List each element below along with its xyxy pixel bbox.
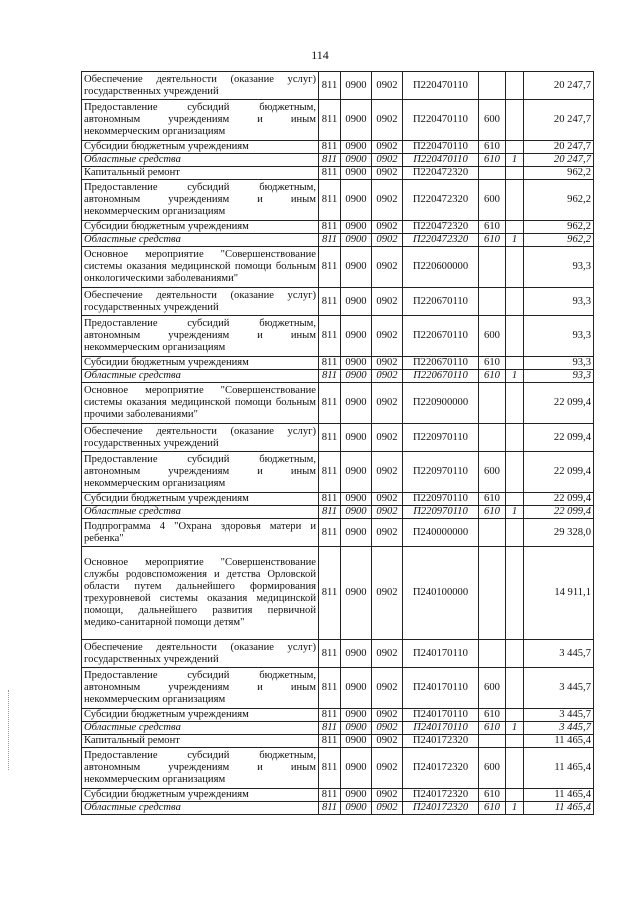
exp-code-cell	[506, 180, 524, 221]
table-row	[82, 357, 594, 370]
rz-code-cell: 0900	[341, 789, 372, 802]
table-row	[82, 668, 594, 709]
pr-code-cell: 0902	[372, 72, 403, 100]
pr-code-cell: 0902	[372, 247, 403, 288]
row-name-cell: Субсидии бюджетным учреждениям	[82, 493, 319, 506]
cs-code-cell: П220470110	[403, 100, 479, 141]
margin-mark	[8, 690, 10, 770]
rz-code-cell: 0900	[341, 100, 372, 141]
row-name-cell: Подпрограмма 4 "Охрана здоровья матери и ребенка"	[82, 519, 319, 547]
rz-code-cell: 0900	[341, 141, 372, 154]
exp-code-cell	[506, 383, 524, 424]
cs-code-cell: П240170110	[403, 668, 479, 709]
cs-code-cell: П240172320	[403, 735, 479, 748]
gr-code-cell: 811	[319, 735, 341, 748]
row-name-cell: Основное мероприятие "Совершенствование системы оказания медицинской помощи больным прочими заболеваниями"	[82, 383, 319, 424]
amount-cell: 22 099,4	[524, 493, 594, 506]
cs-code-cell: П220472320	[403, 167, 479, 180]
rz-code-cell: 0900	[341, 748, 372, 789]
table-row	[82, 154, 594, 167]
row-name-cell: Субсидии бюджетным учреждениям	[82, 141, 319, 154]
table-row	[82, 493, 594, 506]
table-body	[82, 72, 594, 815]
amount-cell: 3 445,7	[524, 640, 594, 668]
table-row	[82, 247, 594, 288]
cs-code-cell: П220970110	[403, 424, 479, 452]
table-row	[82, 180, 594, 221]
exp-code-cell	[506, 357, 524, 370]
vr-code-cell: 610	[479, 234, 506, 247]
gr-code-cell: 811	[319, 722, 341, 735]
vr-code-cell: 610	[479, 802, 506, 815]
amount-cell: 20 247,7	[524, 72, 594, 100]
rz-code-cell: 0900	[341, 154, 372, 167]
table-row	[82, 100, 594, 141]
pr-code-cell: 0902	[372, 452, 403, 493]
vr-code-cell: 600	[479, 316, 506, 357]
vr-code-cell	[479, 247, 506, 288]
exp-code-cell	[506, 141, 524, 154]
vr-code-cell	[479, 519, 506, 547]
exp-code-cell	[506, 452, 524, 493]
cs-code-cell: П220472320	[403, 234, 479, 247]
amount-cell: 22 099,4	[524, 424, 594, 452]
table-row	[82, 221, 594, 234]
exp-code-cell	[506, 72, 524, 100]
gr-code-cell: 811	[319, 234, 341, 247]
exp-code-cell	[506, 288, 524, 316]
pr-code-cell: 0902	[372, 370, 403, 383]
exp-code-cell: 1	[506, 802, 524, 815]
cs-code-cell: П220470110	[403, 154, 479, 167]
row-name-cell: Предоставление субсидий бюджетным, автономным учреждениям и иным некоммерческим организациям	[82, 316, 319, 357]
cs-code-cell: П220470110	[403, 141, 479, 154]
amount-cell: 93,3	[524, 370, 594, 383]
pr-code-cell: 0902	[372, 383, 403, 424]
pr-code-cell: 0902	[372, 221, 403, 234]
vr-code-cell: 610	[479, 493, 506, 506]
table-row	[82, 370, 594, 383]
row-name-cell: Областные средства	[82, 722, 319, 735]
amount-cell: 93,3	[524, 357, 594, 370]
pr-code-cell: 0902	[372, 234, 403, 247]
row-name-cell: Областные средства	[82, 154, 319, 167]
vr-code-cell: 610	[479, 709, 506, 722]
vr-code-cell: 610	[479, 789, 506, 802]
table-row	[82, 748, 594, 789]
gr-code-cell: 811	[319, 802, 341, 815]
table-row	[82, 722, 594, 735]
gr-code-cell: 811	[319, 668, 341, 709]
gr-code-cell: 811	[319, 709, 341, 722]
cs-code-cell: П220670110	[403, 357, 479, 370]
pr-code-cell: 0902	[372, 519, 403, 547]
amount-cell: 11 465,4	[524, 789, 594, 802]
table-row	[82, 316, 594, 357]
row-name-cell: Основное мероприятие "Совершенствование службы родовспоможения и детства Орловской области путем дальнейшего формирования трехуровневой системы оказания медицинской помощи, дальнейшего развития первичной медико-санитарной помощи детям"	[82, 547, 319, 640]
cs-code-cell: П220472320	[403, 180, 479, 221]
row-name-cell: Обеспечение деятельности (оказание услуг) государственных учреждений	[82, 72, 319, 100]
cs-code-cell: П220970110	[403, 452, 479, 493]
rz-code-cell: 0900	[341, 493, 372, 506]
amount-cell: 93,3	[524, 316, 594, 357]
pr-code-cell: 0902	[372, 802, 403, 815]
amount-cell: 20 247,7	[524, 100, 594, 141]
pr-code-cell: 0902	[372, 424, 403, 452]
table-row	[82, 506, 594, 519]
table-row	[82, 72, 594, 100]
cs-code-cell: П220472320	[403, 221, 479, 234]
vr-code-cell	[479, 547, 506, 640]
row-name-cell: Обеспечение деятельности (оказание услуг) государственных учреждений	[82, 288, 319, 316]
amount-cell: 93,3	[524, 288, 594, 316]
table-row	[82, 141, 594, 154]
vr-code-cell: 610	[479, 357, 506, 370]
gr-code-cell: 811	[319, 357, 341, 370]
table-row	[82, 167, 594, 180]
pr-code-cell: 0902	[372, 288, 403, 316]
amount-cell: 3 445,7	[524, 668, 594, 709]
row-name-cell: Областные средства	[82, 506, 319, 519]
amount-cell: 11 465,4	[524, 802, 594, 815]
pr-code-cell: 0902	[372, 316, 403, 357]
pr-code-cell: 0902	[372, 668, 403, 709]
vr-code-cell: 610	[479, 506, 506, 519]
table-row	[82, 383, 594, 424]
cs-code-cell: П220970110	[403, 493, 479, 506]
rz-code-cell: 0900	[341, 288, 372, 316]
vr-code-cell	[479, 735, 506, 748]
pr-code-cell: 0902	[372, 789, 403, 802]
pr-code-cell: 0902	[372, 141, 403, 154]
exp-code-cell	[506, 709, 524, 722]
gr-code-cell: 811	[319, 100, 341, 141]
amount-cell: 14 911,1	[524, 547, 594, 640]
table-row	[82, 802, 594, 815]
amount-cell: 22 099,4	[524, 506, 594, 519]
gr-code-cell: 811	[319, 167, 341, 180]
rz-code-cell: 0900	[341, 640, 372, 668]
exp-code-cell: 1	[506, 370, 524, 383]
amount-cell: 20 247,7	[524, 141, 594, 154]
exp-code-cell	[506, 424, 524, 452]
table-row	[82, 519, 594, 547]
pr-code-cell: 0902	[372, 357, 403, 370]
pr-code-cell: 0902	[372, 167, 403, 180]
row-name-cell: Обеспечение деятельности (оказание услуг) государственных учреждений	[82, 640, 319, 668]
gr-code-cell: 811	[319, 370, 341, 383]
vr-code-cell	[479, 72, 506, 100]
gr-code-cell: 811	[319, 748, 341, 789]
exp-code-cell: 1	[506, 154, 524, 167]
row-name-cell: Предоставление субсидий бюджетным, автономным учреждениям и иным некоммерческим организациям	[82, 180, 319, 221]
gr-code-cell: 811	[319, 141, 341, 154]
rz-code-cell: 0900	[341, 709, 372, 722]
rz-code-cell: 0900	[341, 357, 372, 370]
vr-code-cell: 610	[479, 370, 506, 383]
exp-code-cell: 1	[506, 234, 524, 247]
table-row	[82, 424, 594, 452]
amount-cell: 11 465,4	[524, 748, 594, 789]
vr-code-cell	[479, 167, 506, 180]
exp-code-cell	[506, 221, 524, 234]
row-name-cell: Предоставление субсидий бюджетным, автономным учреждениям и иным некоммерческим организациям	[82, 748, 319, 789]
exp-code-cell	[506, 640, 524, 668]
amount-cell: 11 465,4	[524, 735, 594, 748]
vr-code-cell	[479, 424, 506, 452]
row-name-cell: Субсидии бюджетным учреждениям	[82, 221, 319, 234]
cs-code-cell: П240000000	[403, 519, 479, 547]
amount-cell: 20 247,7	[524, 154, 594, 167]
vr-code-cell: 600	[479, 100, 506, 141]
amount-cell: 93,3	[524, 247, 594, 288]
cs-code-cell: П220670110	[403, 316, 479, 357]
pr-code-cell: 0902	[372, 735, 403, 748]
row-name-cell: Субсидии бюджетным учреждениям	[82, 709, 319, 722]
row-name-cell: Основное мероприятие "Совершенствование системы оказания медицинской помощи больным онкологическими заболеваниями"	[82, 247, 319, 288]
rz-code-cell: 0900	[341, 72, 372, 100]
exp-code-cell	[506, 316, 524, 357]
vr-code-cell	[479, 288, 506, 316]
gr-code-cell: 811	[319, 506, 341, 519]
pr-code-cell: 0902	[372, 154, 403, 167]
amount-cell: 22 099,4	[524, 452, 594, 493]
exp-code-cell	[506, 789, 524, 802]
rz-code-cell: 0900	[341, 452, 372, 493]
gr-code-cell: 811	[319, 493, 341, 506]
cs-code-cell: П240172320	[403, 802, 479, 815]
vr-code-cell	[479, 640, 506, 668]
rz-code-cell: 0900	[341, 383, 372, 424]
table-row	[82, 452, 594, 493]
table-row	[82, 640, 594, 668]
rz-code-cell: 0900	[341, 424, 372, 452]
exp-code-cell	[506, 519, 524, 547]
table-row	[82, 789, 594, 802]
rz-code-cell: 0900	[341, 370, 372, 383]
page-number: 114	[311, 48, 329, 62]
cs-code-cell: П240170110	[403, 709, 479, 722]
gr-code-cell: 811	[319, 452, 341, 493]
row-name-cell: Предоставление субсидий бюджетным, автономным учреждениям и иным некоммерческим организациям	[82, 452, 319, 493]
pr-code-cell: 0902	[372, 722, 403, 735]
vr-code-cell	[479, 383, 506, 424]
rz-code-cell: 0900	[341, 802, 372, 815]
row-name-cell: Областные средства	[82, 802, 319, 815]
gr-code-cell: 811	[319, 519, 341, 547]
amount-cell: 29 328,0	[524, 519, 594, 547]
gr-code-cell: 811	[319, 547, 341, 640]
vr-code-cell: 610	[479, 154, 506, 167]
gr-code-cell: 811	[319, 154, 341, 167]
pr-code-cell: 0902	[372, 180, 403, 221]
pr-code-cell: 0902	[372, 640, 403, 668]
rz-code-cell: 0900	[341, 180, 372, 221]
gr-code-cell: 811	[319, 424, 341, 452]
cs-code-cell: П220470110	[403, 72, 479, 100]
vr-code-cell: 600	[479, 452, 506, 493]
row-name-cell: Субсидии бюджетным учреждениям	[82, 357, 319, 370]
rz-code-cell: 0900	[341, 506, 372, 519]
exp-code-cell	[506, 247, 524, 288]
cs-code-cell: П220970110	[403, 506, 479, 519]
table-row	[82, 288, 594, 316]
pr-code-cell: 0902	[372, 100, 403, 141]
exp-code-cell	[506, 748, 524, 789]
pr-code-cell: 0902	[372, 547, 403, 640]
gr-code-cell: 811	[319, 640, 341, 668]
vr-code-cell: 610	[479, 141, 506, 154]
rz-code-cell: 0900	[341, 167, 372, 180]
exp-code-cell	[506, 493, 524, 506]
gr-code-cell: 811	[319, 288, 341, 316]
table-row	[82, 547, 594, 640]
gr-code-cell: 811	[319, 221, 341, 234]
rz-code-cell: 0900	[341, 547, 372, 640]
cs-code-cell: П220670110	[403, 288, 479, 316]
amount-cell: 962,2	[524, 234, 594, 247]
row-name-cell: Капитальный ремонт	[82, 735, 319, 748]
exp-code-cell	[506, 547, 524, 640]
exp-code-cell	[506, 668, 524, 709]
row-name-cell: Субсидии бюджетным учреждениям	[82, 789, 319, 802]
rz-code-cell: 0900	[341, 519, 372, 547]
pr-code-cell: 0902	[372, 493, 403, 506]
pr-code-cell: 0902	[372, 709, 403, 722]
exp-code-cell	[506, 735, 524, 748]
rz-code-cell: 0900	[341, 221, 372, 234]
amount-cell: 962,2	[524, 167, 594, 180]
rz-code-cell: 0900	[341, 722, 372, 735]
cs-code-cell: П220600000	[403, 247, 479, 288]
cs-code-cell: П240170110	[403, 722, 479, 735]
gr-code-cell: 811	[319, 180, 341, 221]
cs-code-cell: П220900000	[403, 383, 479, 424]
exp-code-cell: 1	[506, 506, 524, 519]
gr-code-cell: 811	[319, 789, 341, 802]
amount-cell: 3 445,7	[524, 722, 594, 735]
rz-code-cell: 0900	[341, 247, 372, 288]
budget-table	[81, 71, 594, 815]
rz-code-cell: 0900	[341, 234, 372, 247]
gr-code-cell: 811	[319, 72, 341, 100]
amount-cell: 3 445,7	[524, 709, 594, 722]
vr-code-cell: 610	[479, 722, 506, 735]
cs-code-cell: П240172320	[403, 789, 479, 802]
rz-code-cell: 0900	[341, 735, 372, 748]
amount-cell: 962,2	[524, 180, 594, 221]
row-name-cell: Областные средства	[82, 370, 319, 383]
rz-code-cell: 0900	[341, 668, 372, 709]
row-name-cell: Областные средства	[82, 234, 319, 247]
rz-code-cell: 0900	[341, 316, 372, 357]
gr-code-cell: 811	[319, 247, 341, 288]
gr-code-cell: 811	[319, 383, 341, 424]
vr-code-cell: 610	[479, 221, 506, 234]
gr-code-cell: 811	[319, 316, 341, 357]
table-row	[82, 709, 594, 722]
cs-code-cell: П220670110	[403, 370, 479, 383]
vr-code-cell: 600	[479, 748, 506, 789]
amount-cell: 962,2	[524, 221, 594, 234]
exp-code-cell: 1	[506, 722, 524, 735]
exp-code-cell	[506, 167, 524, 180]
cs-code-cell: П240100000	[403, 547, 479, 640]
table-row	[82, 735, 594, 748]
row-name-cell: Предоставление субсидий бюджетным, автономным учреждениям и иным некоммерческим организациям	[82, 668, 319, 709]
pr-code-cell: 0902	[372, 506, 403, 519]
pr-code-cell: 0902	[372, 748, 403, 789]
exp-code-cell	[506, 100, 524, 141]
cs-code-cell: П240170110	[403, 640, 479, 668]
row-name-cell: Обеспечение деятельности (оказание услуг) государственных учреждений	[82, 424, 319, 452]
table-row	[82, 234, 594, 247]
cs-code-cell: П240172320	[403, 748, 479, 789]
amount-cell: 22 099,4	[524, 383, 594, 424]
row-name-cell: Предоставление субсидий бюджетным, автономным учреждениям и иным некоммерческим организациям	[82, 100, 319, 141]
vr-code-cell: 600	[479, 668, 506, 709]
vr-code-cell: 600	[479, 180, 506, 221]
row-name-cell: Капитальный ремонт	[82, 167, 319, 180]
